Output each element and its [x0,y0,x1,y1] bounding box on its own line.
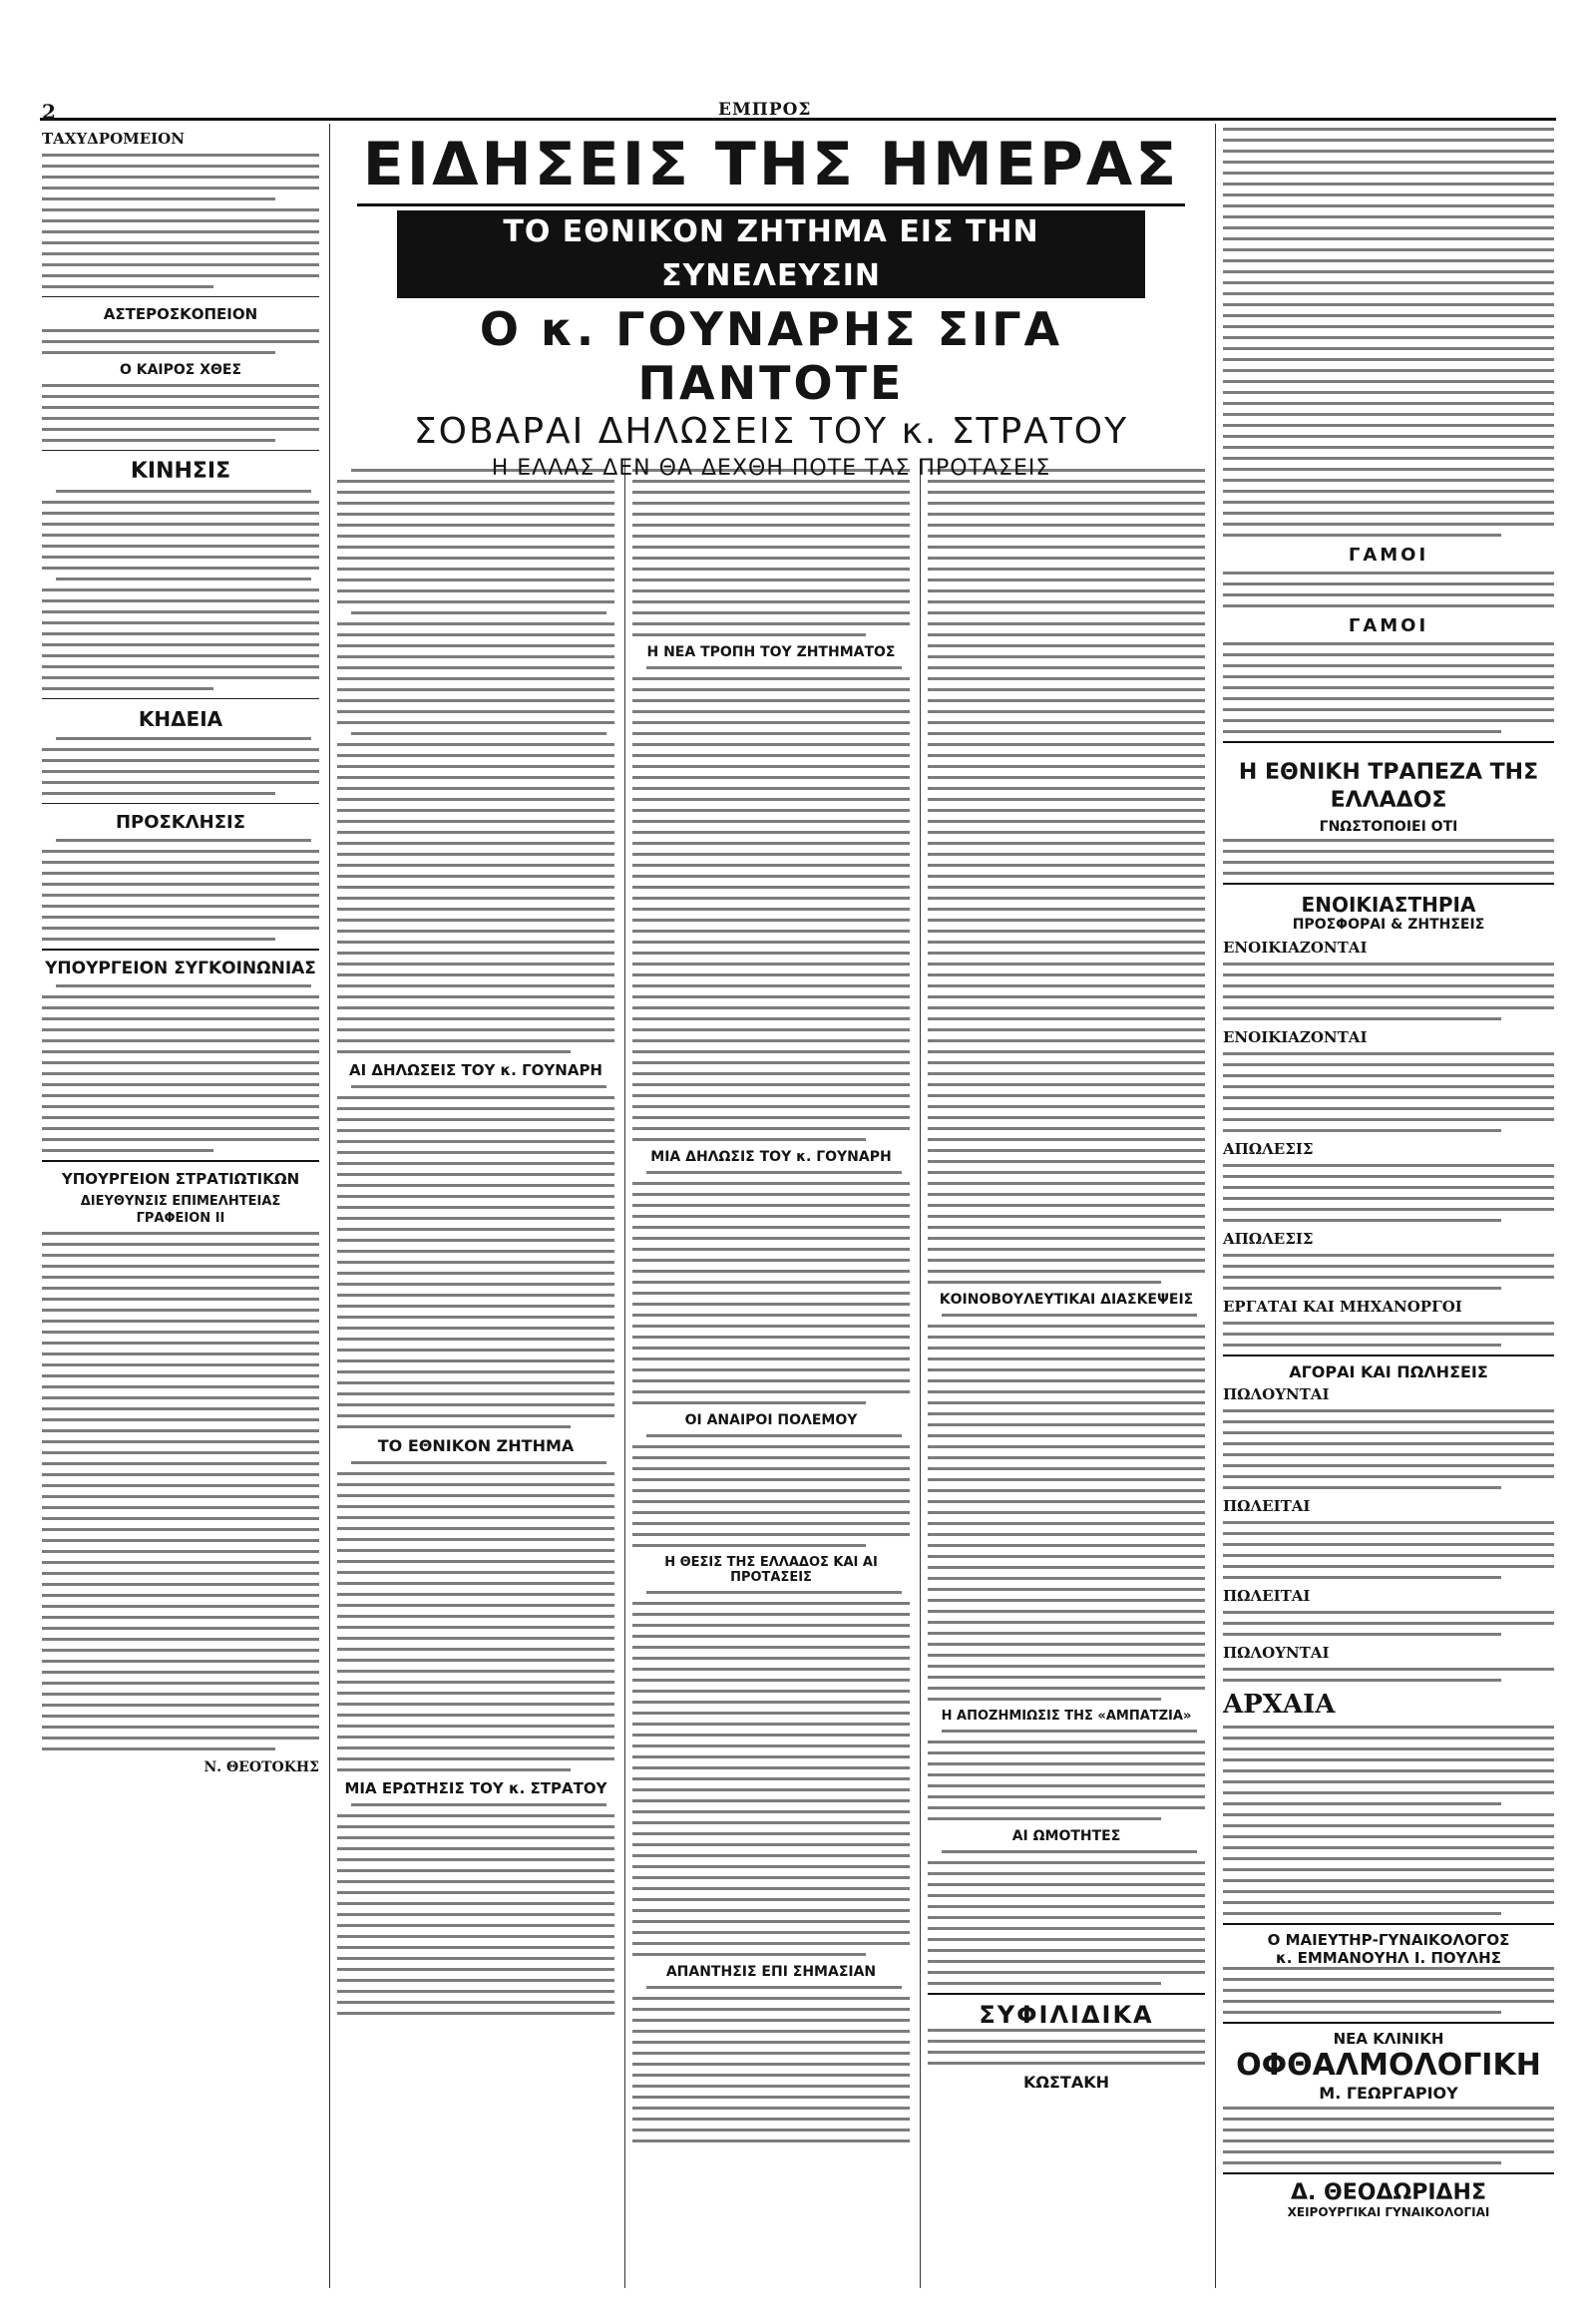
column-rule [920,459,921,2288]
doctor-name: κ. ΕΜΜΑΝΟΥΗΛ Ι. ΠΟΥΛΗΣ [1276,1949,1501,1967]
subheading: ΤΟ ΕΘΝΙΚΟΝ ΖΗΤΗΜΑ [377,1436,575,1455]
top-rule [40,118,1556,121]
text-block [42,984,319,1152]
text-block [928,1730,1205,1820]
bank-title: Η ΕΘΝΙΚΗ ΤΡΑΠΕΖΑ ΤΗΣ ΕΛΛΑΔΟΣ [1238,760,1539,813]
headline-sub4: Η ΕΛΛΑΣ ΔΕΝ ΘΑ ΔΕΧΘΗ ΠΟΤΕ ΤΑΣ ΠΡΟΤΑΣΕΙΣ [491,456,1051,481]
column-3 [632,469,910,2287]
section-title: ΓΑΜΟΙ [1348,615,1429,636]
subheading: ΜΙΑ ΕΡΩΤΗΣΙΣ ΤΟΥ κ. ΣΤΡΑΤΟΥ [344,1779,607,1797]
column-rule [329,124,330,2288]
column-rule [624,459,625,2288]
subheading: ΚΟΙΝΟΒΟΥΛΕΥΤΙΚΑΙ ΔΙΑΣΚΕΨΕΙΣ [939,1292,1194,1308]
ad-heading: ΑΠΩΛΕΣΙΣ [1223,1140,1314,1158]
text-block [42,154,319,288]
text-block [632,469,910,636]
text-block [42,490,319,690]
rent-subtitle: ΠΡΟΣΦΟΡΑΙ & ΖΗΤΗΣΕΙΣ [1292,917,1485,933]
subheading: Η ΘΕΣΙΣ ΤΗΣ ΕΛΛΑΔΟΣ ΚΑΙ ΑΙ ΠΡΟΤΑΣΕΙΣ [664,1555,878,1585]
text-block [42,384,319,442]
main-headline: ΕΙΔΗΣΕΙΣ ΤΗΣ ΗΜΕΡΑΣ [362,130,1180,199]
text-block [1223,1967,1554,2014]
paper-name: ΕΜΠΡΟΣ [718,100,812,120]
divider [42,698,319,699]
headline-sub2: Ο κ. ΓΟΥΝΑΡΗΣ ΣΙΓΑ ΠΑΝΤΟΤΕ [479,302,1063,410]
column-rule [1215,124,1216,2288]
text-block [42,329,319,354]
divider [1223,2022,1554,2024]
section-subtitle: ΓΡΑΦΕΙΟΝ ΙΙ [136,1211,225,1226]
agorai-title: ΑΓΟΡΑΙ ΚΑΙ ΠΩΛΗΣΕΙΣ [1289,1362,1488,1381]
ad-heading: ΕΝΟΙΚΙΑΖΟΝΤΑΙ [1223,939,1368,957]
section-subtitle: Ο ΚΑΙΡΟΣ ΧΘΕΣ [119,362,242,378]
ad-title: ΣΥΦΙΛΙΔΙΚΑ [979,2001,1154,2029]
text-block [1223,1409,1554,1489]
subheading: ΑΙ ΔΗΛΩΣΕΙΣ ΤΟΥ κ. ΓΟΥΝΑΡΗ [348,1061,602,1079]
signature: Ν. ΘΕΟΤΟΚΗΣ [203,1759,319,1775]
divider [1223,883,1554,885]
divider [1223,1355,1554,1356]
ad-heading: ΠΩΛΕΙΤΑΙ [1223,1587,1311,1605]
text-block [1223,642,1554,733]
text-block [1223,1611,1554,1636]
page-number: 2 [42,100,56,124]
surgeon-name: Δ. ΘΕΟΔΩΡΙΔΗΣ [1291,2180,1486,2205]
divider [1223,741,1554,743]
text-block [337,469,614,1053]
section-title: ΚΗΔΕΙΑ [138,707,223,731]
section-title: ΠΡΟΣΚΛΗΣΙΣ [115,812,246,833]
text-block [42,839,319,941]
divider [42,1160,319,1162]
text-block [337,1085,614,1428]
section-title: ΥΠΟΥΡΓΕΙΟΝ ΣΥΓΚΟΙΝΩΝΙΑΣ [45,959,316,978]
text-block [1223,572,1554,607]
column-1 [42,128,319,2287]
subheading: ΑΙ ΩΜΟΤΗΤΕΣ [1011,1828,1121,1844]
subheading: ΟΙ ΑΝΑΙΡΟΙ ΠΟΛΕΜΟΥ [684,1412,858,1428]
text-block [632,1986,910,2142]
text-block [1223,963,1554,1020]
text-block [928,469,1205,1284]
text-block [42,737,319,795]
rent-title: ΕΝΟΙΚΙΑΣΤΗΡΙΑ [1301,893,1476,917]
text-block [1223,1813,1554,1915]
text-block [1223,839,1554,875]
section-title: ΓΑΜΟΙ [1348,545,1429,566]
divider [1223,1923,1554,1925]
text-block [928,2029,1205,2065]
text-block [1223,1726,1554,1805]
text-block [1223,1052,1554,1132]
divider [42,949,319,951]
text-block [928,1850,1205,1985]
ad-heading: ΠΩΛΟΥΝΤΑΙ [1223,1385,1330,1403]
headline-rule [357,203,1185,206]
text-block [632,666,910,1141]
text-block [928,1314,1205,1701]
subheading: ΑΠΑΝΤΗΣΙΣ ΕΠΙ ΣΗΜΑΣΙΑΝ [665,1964,877,1980]
ad-heading: ΕΝΟΙΚΙΑΖΟΝΤΑΙ [1223,1028,1368,1046]
subheading: Η ΝΕΑ ΤΡΟΠΗ ΤΟΥ ΖΗΤΗΜΑΤΟΣ [646,644,896,660]
text-block [1223,2107,1554,2164]
clinic-name: Μ. ΓΕΩΡΓΑΡΙΟΥ [1319,2084,1458,2103]
section-title: ΑΣΤΕΡΟΣΚΟΠΕΙΟΝ [103,305,258,323]
subheading: ΜΙΑ ΔΗΛΩΣΙΣ ΤΟΥ κ. ΓΟΥΝΑΡΗ [650,1149,892,1165]
ad-heading: ΠΩΛΟΥΝΤΑΙ [1223,1644,1330,1662]
ad-heading: ΑΠΩΛΕΣΙΣ [1223,1230,1314,1248]
headline-block [337,128,1205,481]
text-block [632,1171,910,1404]
doctor-title: Ο ΜΑΙΕΥΤΗΡ-ΓΥΝΑΙΚΟΛΟΓΟΣ [1267,1931,1510,1949]
headline-sub3: ΣΟΒΑΡΑΙ ΔΗΛΩΣΕΙΣ ΤΟΥ κ. ΣΤΡΑΤΟΥ [413,411,1129,452]
subheading: Η ΑΠΟΖΗΜΙΩΣΙΣ ΤΗΣ «ΑΜΠΑΤΖΙΑ» [941,1709,1192,1724]
text-block [42,1232,319,1750]
ad-heading: ΑΡΧΑΙΑ [1223,1690,1336,1720]
text-block [632,1434,910,1547]
clinic-title: ΟΦΘΑΛΜΟΛΟΓΙΚΗ [1236,2048,1541,2083]
ad-name: ΚΩΣΤΑΚΗ [1022,2073,1109,2092]
ad-heading: ΕΡΓΑΤΑΙ ΚΑΙ ΜΗΧΑΝΟΡΓΟΙ [1223,1298,1462,1316]
text-block [337,1461,614,1771]
text-block [337,1803,614,2015]
text-block [1223,128,1554,537]
section-subtitle: ΔΙΕΥΘΥΝΣΙΣ ΕΠΙΜΕΛΗΤΕΙΑΣ [80,1194,281,1209]
surgeon-subtitle: ΧΕΙΡΟΥΡΓΙΚΑΙ ΓΥΝΑΙΚΟΛΟΓΙΑΙ [1287,2205,1490,2219]
section-title: ΤΑΧΥΔΡΟΜΕΙΟΝ [42,130,185,148]
bank-subtitle: ΓΝΩΣΤΟΠΟΙΕΙ ΟΤΙ [1319,819,1458,835]
headline-sub1: ΤΟ ΕΘΝΙΚΟΝ ΖΗΤΗΜΑ ΕΙΣ ΤΗΝ ΣΥΝΕΛΕΥΣΙΝ [397,210,1145,298]
text-block [632,1591,910,1956]
clinic-pre: ΝΕΑ ΚΛΙΝΙΚΗ [1333,2030,1444,2048]
text-block [1223,1254,1554,1290]
text-block [1223,1668,1554,1682]
column-5 [1223,128,1554,2287]
column-2 [337,469,614,2287]
divider [42,803,319,804]
section-title: ΚΙΝΗΣΙΣ [130,459,231,484]
divider [42,450,319,451]
text-block [1223,1322,1554,1347]
divider [928,1993,1205,1995]
divider [42,296,319,297]
text-block [1223,1521,1554,1579]
section-title: ΥΠΟΥΡΓΕΙΟΝ ΣΤΡΑΤΙΩΤΙΚΩΝ [61,1170,300,1188]
text-block [1223,1164,1554,1222]
divider [1223,2172,1554,2174]
ad-heading: ΠΩΛΕΙΤΑΙ [1223,1497,1311,1515]
column-4 [928,469,1205,2287]
